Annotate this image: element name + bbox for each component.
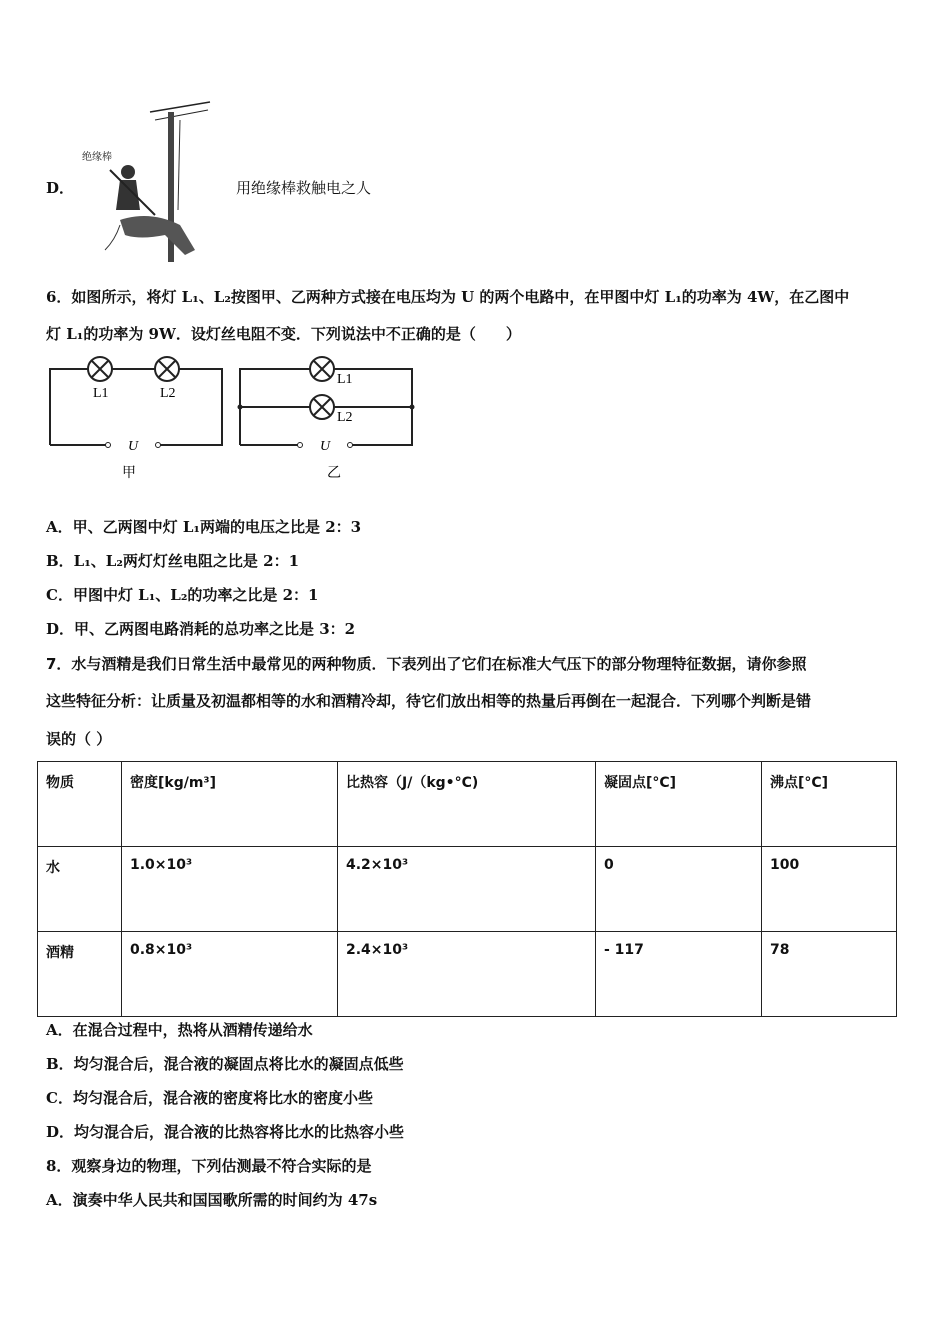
table-cell: - 117 [596, 932, 762, 1017]
table-cell: 100 [762, 847, 897, 932]
q8-option-a: A．演奏中华人民共和国国歌所需的时间约为 47s [46, 1191, 378, 1209]
table-cell: 0 [596, 847, 762, 932]
header-cell: 沸点[°C] [762, 762, 897, 847]
q6-option-a: A．甲、乙两图中灯 L₁两端的电压之比是 2：3 [46, 518, 362, 536]
q7-text-line2: 这些特征分析：让质量及初温都相等的水和酒精冷却，待它们放出相等的热量后再倒在一起混合．下列哪个判断是错 [46, 692, 812, 710]
table-cell: 1.0×10³ [122, 847, 338, 932]
q7-text-line3: 误的（ ） [46, 730, 112, 748]
q5-option-d-text: 用绝缘棒救触电之人 [236, 179, 372, 197]
properties-table [37, 761, 897, 1017]
table-cell: 2.4×10³ [338, 932, 596, 1017]
table-cell: 0.8×10³ [122, 932, 338, 1017]
rescue-illustration [80, 100, 220, 265]
jia-l2-label: L2 [160, 386, 176, 401]
table-cell: 78 [762, 932, 897, 1017]
table-cell: 4.2×10³ [338, 847, 596, 932]
q6-text-line2: 灯 L₁的功率为 9W．设灯丝电阻不变．下列说法中不正确的是（ ） [46, 325, 521, 343]
q5-option-d-label: D． [46, 179, 75, 197]
q7-text-line1: 7．水与酒精是我们日常生活中最常见的两种物质．下表列出了它们在标准大气压下的部分物理特征数据，请你参照 [46, 655, 807, 673]
q7-option-b: B．均匀混合后，混合液的凝固点将比水的凝固点低些 [46, 1055, 404, 1073]
q7-option-a: A．在混合过程中，热将从酒精传递给水 [46, 1021, 313, 1039]
header-cell: 密度[kg/m³] [122, 762, 338, 847]
q6-option-d: D．甲、乙两图电路消耗的总功率之比是 3：2 [46, 620, 356, 638]
table-cell: 水 [38, 847, 122, 932]
q7-option-d: D．均匀混合后，混合液的比热容将比水的比热容小些 [46, 1123, 405, 1141]
q6-option-b: B．L₁、L₂两灯灯丝电阻之比是 2：1 [46, 552, 300, 570]
header-cell: 物质 [38, 762, 122, 847]
yi-l1-label: L1 [337, 372, 353, 387]
yi-l2-label: L2 [337, 410, 353, 425]
table-row [38, 847, 897, 932]
insulating-rod-label: 绝缘棒 [82, 152, 112, 163]
q7-option-c: C．均匀混合后，混合液的密度将比水的密度小些 [46, 1089, 373, 1107]
jia-u-label: U [128, 439, 139, 454]
yi-label: 乙 [327, 466, 341, 481]
table-cell: 酒精 [38, 932, 122, 1017]
circuit-diagrams [40, 355, 430, 485]
q8-text: 8．观察身边的物理，下列估测最不符合实际的是 [46, 1157, 372, 1175]
yi-u-label: U [320, 439, 331, 454]
header-cell: 比热容（J/（kg•°C) [338, 762, 596, 847]
jia-label: 甲 [122, 466, 136, 481]
table-row [38, 932, 897, 1017]
q6-option-c: C．甲图中灯 L₁、L₂的功率之比是 2：1 [46, 586, 319, 604]
table-header-row [38, 762, 897, 847]
q6-text-line1: 6．如图所示，将灯 L₁、L₂按图甲、乙两种方式接在电压均为 U 的两个电路中，在甲图中灯 L₁的功率为 4W，在乙图中 [46, 288, 850, 306]
header-cell: 凝固点[°C] [596, 762, 762, 847]
jia-l1-label: L1 [93, 386, 109, 401]
